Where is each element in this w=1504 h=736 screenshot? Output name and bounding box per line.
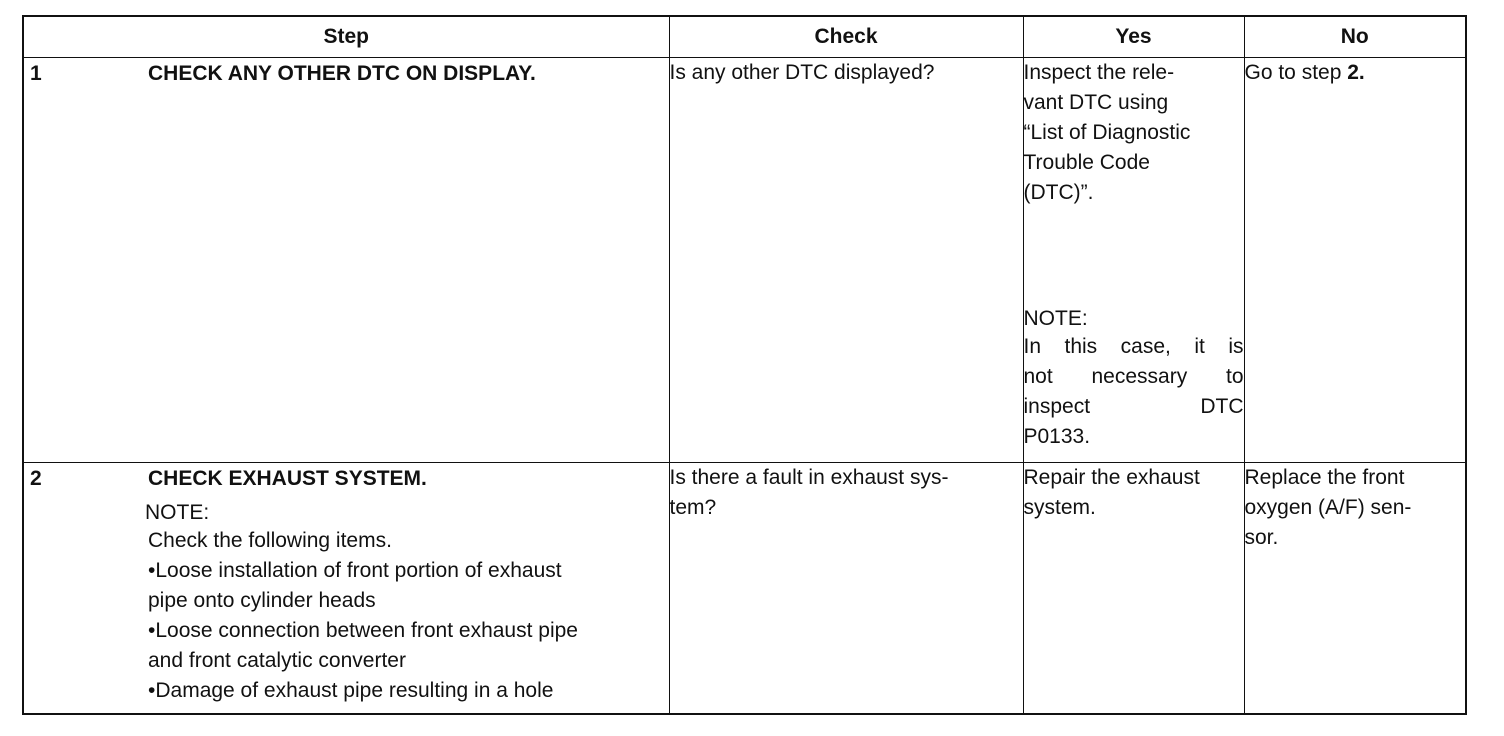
step-cell: [23, 463, 669, 715]
note-label: NOTE:: [1023, 307, 1088, 330]
note-line: pipe onto cylinder heads: [148, 589, 376, 612]
step-number: 2: [30, 467, 42, 490]
note-line: Check the following items.: [148, 529, 392, 552]
yes-line: “List of Diagnostic: [1023, 121, 1191, 144]
no-cell: [1244, 58, 1466, 463]
check-line: Is there a fault in exhaust sys-: [669, 466, 949, 489]
no-line: sor.: [1244, 526, 1279, 549]
check-cell: [669, 58, 1023, 463]
go-to-step-ref: 2.: [1347, 61, 1365, 84]
yes-cell: [1023, 58, 1244, 463]
step-title: CHECK ANY OTHER DTC ON DISPLAY.: [148, 62, 536, 85]
note-line: P0133.: [1023, 425, 1091, 448]
check-line: tem?: [669, 496, 717, 519]
step-cell: [23, 58, 669, 463]
yes-note: [1024, 306, 1244, 452]
yes-cell: [1023, 463, 1244, 715]
diagnostic-table: [22, 15, 1467, 715]
check-text: Is any other DTC displayed?: [669, 61, 935, 84]
header-row: [23, 16, 1466, 58]
check-cell: [669, 463, 1023, 715]
note-line: •Damage of exhaust pipe resulting in a hole: [148, 679, 554, 702]
note-line: •Loose connection between front exhaust pipe: [148, 619, 578, 642]
header-yes: Yes: [1023, 16, 1244, 58]
no-line: Replace the front: [1244, 466, 1405, 489]
note-label: NOTE:: [145, 501, 210, 524]
note-line: inspect DTC: [1023, 395, 1244, 418]
yes-line: system.: [1023, 496, 1096, 519]
table-row: [23, 58, 1466, 463]
yes-line: Inspect the rele-: [1023, 61, 1175, 84]
note-line: not necessary to: [1023, 365, 1244, 388]
no-prefix: Go to step: [1244, 61, 1348, 84]
step-title: CHECK EXHAUST SYSTEM.: [148, 467, 427, 490]
no-line: oxygen (A/F) sen-: [1244, 496, 1412, 519]
note-line: •Loose installation of front portion of exhaust: [148, 559, 562, 582]
yes-line: Repair the exhaust: [1023, 466, 1200, 489]
note-line: In this case, it is: [1023, 335, 1244, 358]
no-cell: [1244, 463, 1466, 715]
note-line: and front catalytic converter: [148, 649, 406, 672]
header-step: Step: [23, 16, 669, 58]
table-row: [23, 463, 1466, 715]
step-number: 1: [30, 62, 42, 85]
header-check: Check: [669, 16, 1023, 58]
no-text: [1245, 58, 1466, 88]
yes-line: vant DTC using: [1023, 91, 1169, 114]
header-no: No: [1244, 16, 1466, 58]
yes-line: (DTC)”.: [1023, 181, 1094, 204]
yes-line: Trouble Code: [1023, 151, 1150, 174]
